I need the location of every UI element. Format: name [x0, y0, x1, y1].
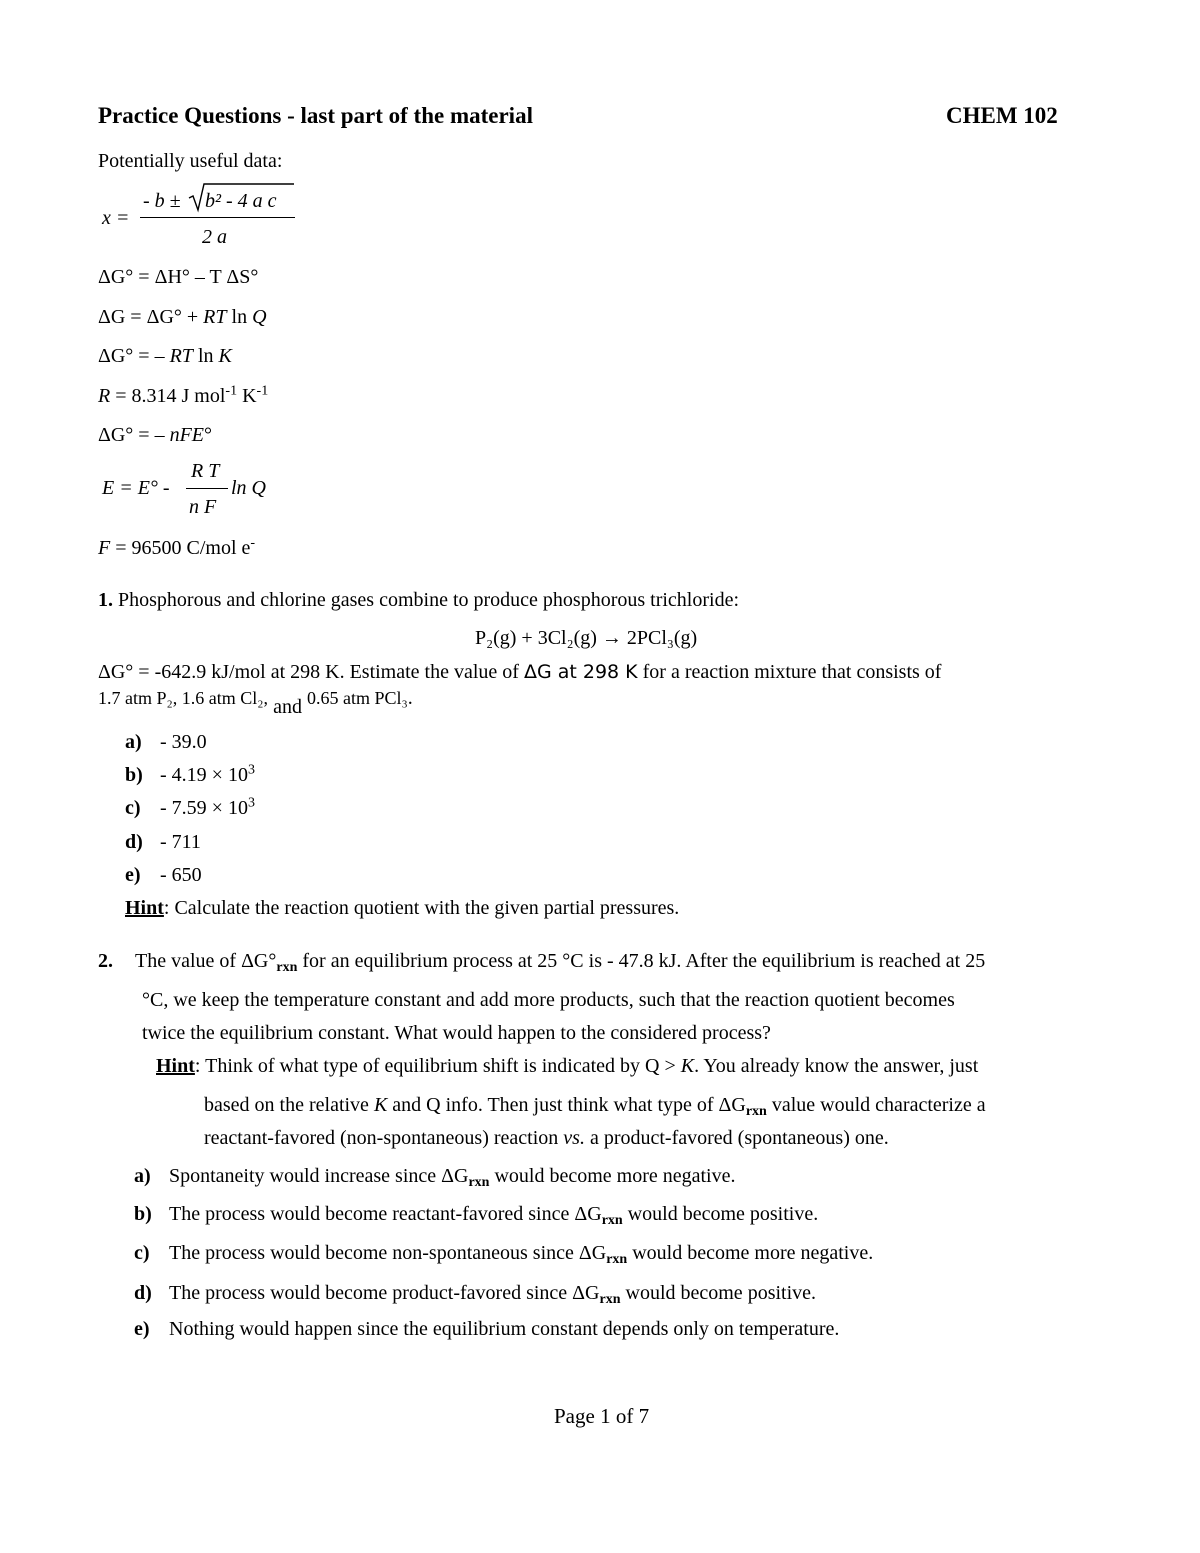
option-e[interactable]: e) Nothing would happen since the equilibrium constant depends only on temperature. [134, 1318, 840, 1340]
option-d[interactable]: d) - 711 [125, 831, 201, 853]
faraday-constant: F = 96500 C/mol e- [98, 535, 256, 559]
question-2-hint-line-3: reactant-favored (non-spontaneous) reaction vs. a product-favored (spontaneous) one. [204, 1127, 889, 1149]
question-1-line: ΔG° = -642.9 kJ/mol at 298 K. Estimate the value of ΔG at 298 K for a reaction mixture that consists of [98, 661, 942, 683]
question-1-stem: 1. Phosphorous and chlorine gases combine to produce phosphorous trichloride: [98, 589, 739, 611]
nernst-fraction-bar [186, 488, 228, 489]
quadratic-radicand: b² - 4 a c [205, 190, 277, 212]
question-number: 1. [98, 589, 113, 611]
option-b[interactable]: b) The process would become reactant-favored since $\Delta G_{rxn}$ would become positive. [134, 1203, 819, 1229]
question-2-hint-line-1: Hint: Think of what type of equilibrium shift is indicated by Q > K. You already know the answer, just [156, 1055, 979, 1077]
quadratic-numerator: - b ± [143, 190, 181, 212]
nernst-numerator: R T [191, 460, 220, 482]
nernst-ln: ln Q [231, 477, 266, 499]
question-1-hint: Hint: Calculate the reaction quotient with the given partial pressures. [125, 897, 680, 919]
question-2-hint-line-2: based on the relative K and Q info. Then just think what type of $\Delta G_{rxn}$ value would characterize a [204, 1094, 986, 1120]
question-1-pressures: 1.7 atm P₂, 1.6 atm Cl₂, and 0.65 atm PCl₃. [98, 687, 413, 718]
course-code: CHEM 102 [946, 103, 1058, 128]
page-title: Practice Questions - last part of the material [98, 103, 533, 128]
question-2-line-3: twice the equilibrium constant. What would happen to the considered process? [142, 1022, 771, 1044]
fraction-bar [140, 217, 295, 218]
quadratic-lhs: x = [102, 207, 130, 229]
gas-constant: R = 8.314 J mol$^{-1}$ $K^{-1}$ [98, 383, 269, 407]
equation-gibbs-e: ΔG° = – nFE° [98, 424, 213, 446]
equation-gibbs: ΔG° = ΔH° – T ΔS° [98, 266, 259, 288]
question-2-line-1: 2. The value of $\Delta G^\circ_{rxn}$ for an equilibrium process at 25 °C is - 47.8 kJ. After the equilibrium is reached at 25 [98, 950, 986, 976]
option-d[interactable]: d) The process would become product-favored since $\Delta G_{rxn}$ would become positive. [134, 1282, 817, 1308]
option-c[interactable]: c) - $7.59 \times 10^3$ [125, 795, 255, 819]
option-b[interactable]: b) - $4.19 \times 10^3$ [125, 762, 255, 786]
option-e[interactable]: e) - 650 [125, 864, 202, 886]
reaction-equation: P₂(g) + 3Cl₂(g) → 2PCl₃(g) [475, 627, 698, 649]
option-a[interactable]: a) - 39.0 [125, 731, 207, 753]
nernst-denominator: n F [189, 496, 217, 518]
data-label: Potentially useful data: [98, 150, 283, 172]
equation-gibbs-q: ΔG = ΔG° + RT ln Q [98, 306, 267, 328]
nernst-lhs: E = E° - [102, 477, 170, 499]
quadratic-denominator: 2 a [202, 226, 227, 248]
page-number: Page 1 of 7 [554, 1404, 650, 1428]
equation-gibbs-k: ΔG° = – RT ln K [98, 345, 232, 367]
option-c[interactable]: c) The process would become non-spontaneous since $\Delta G_{rxn}$ would become more negative. [134, 1242, 874, 1268]
option-a[interactable]: a) Spontaneity would increase since $\Delta G_{rxn}$ would become more negative. [134, 1165, 736, 1191]
question-2-line-2: °C, we keep the temperature constant and add more products, such that the reaction quotient becomes [142, 989, 955, 1011]
